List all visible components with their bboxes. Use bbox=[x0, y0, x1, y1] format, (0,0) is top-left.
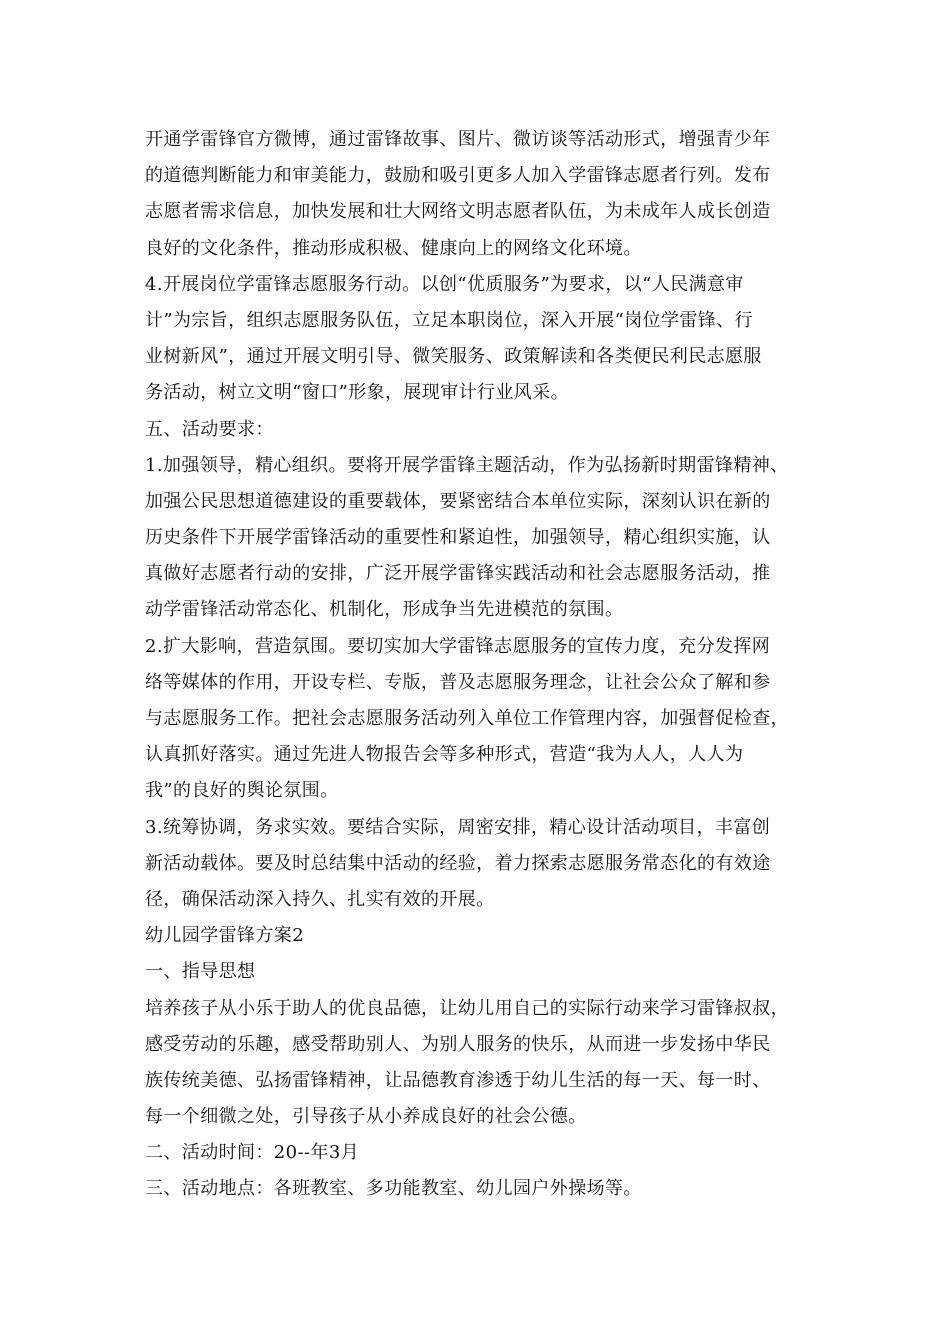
section-heading: 三、活动地点：各班教室、多功能教室、幼儿园户外操场等。 bbox=[145, 1178, 642, 1200]
text-line: 动学雷锋活动常态化、机制化，形成争当先进模范的氛围。 bbox=[145, 599, 624, 621]
text-line: 3.统筹协调，务求实效。要结合实际，周密安排，精心设计活动项目，丰富创 bbox=[145, 816, 771, 838]
text-line: 新活动载体。要及时总结集中活动的经验，着力探索志愿服务常态化的有效途 bbox=[145, 852, 771, 874]
text-line: 务活动，树立文明“窗口”形象，展现审计行业风采。 bbox=[145, 382, 570, 404]
text-line: 良好的文化条件，推动形成积极、健康向上的网络文化环境。 bbox=[145, 237, 642, 259]
document-title: 幼儿园学雷锋方案2 bbox=[145, 925, 305, 947]
section-heading: 五、活动要求： bbox=[145, 418, 274, 440]
text-line: 4.开展岗位学雷锋志愿服务行动。以创“优质服务”为要求，以“人民满意审 bbox=[145, 273, 744, 295]
text-line: 我”的良好的舆论氛围。 bbox=[145, 780, 339, 802]
text-line: 加强公民思想道德建设的重要载体，要紧密结合本单位实际，深刻认识在新的 bbox=[145, 490, 771, 512]
text-line: 历史条件下开展学雷锋活动的重要性和紧迫性，加强领导，精心组织实施，认 bbox=[145, 527, 771, 549]
document-body bbox=[145, 122, 810, 1208]
text-line: 每一个细微之处，引导孩子从小养成良好的社会公德。 bbox=[145, 1106, 587, 1128]
text-line: 真做好志愿者行动的安排，广泛开展学雷锋实践活动和社会志愿服务活动，推 bbox=[145, 563, 771, 585]
text-line: 2.扩大影响，营造氛围。要切实加大学雷锋志愿服务的宣传力度，充分发挥网 bbox=[145, 635, 771, 657]
text-line: 的道德判断能力和审美能力，鼓励和吸引更多人加入学雷锋志愿者行列。发布 bbox=[145, 165, 771, 187]
text-line: 径，确保活动深入持久、扎实有效的开展。 bbox=[145, 888, 495, 910]
text-line: 1.加强领导，精心组织。要将开展学雷锋主题活动，作为弘扬新时期雷锋精神、 bbox=[145, 454, 789, 476]
text-line: 开通学雷锋官方微博，通过雷锋故事、图片、微访谈等活动形式，增强青少年 bbox=[145, 129, 771, 150]
text-line: 计”为宗旨，组织志愿服务队伍，立足本职岗位，深入开展“岗位学雷锋、行 bbox=[145, 309, 754, 331]
text-line: 感受劳动的乐趣，感受帮助别人、为别人服务的快乐，从而进一步发扬中华民 bbox=[145, 1033, 771, 1055]
text-line: 认真抓好落实。通过先进人物报告会等多种形式，营造“我为人人，人人为 bbox=[145, 744, 744, 766]
text-line: 志愿者需求信息，加快发展和壮大网络文明志愿者队伍，为未成年人成长创造 bbox=[145, 201, 771, 223]
text-line: 络等媒体的作用，开设专栏、专版，普及志愿服务理念，让社会公众了解和参 bbox=[145, 671, 771, 693]
section-heading: 二、活动时间：20--年3月 bbox=[145, 1142, 360, 1164]
text-line: 业树新风”，通过开展文明引导、微笑服务、政策解读和各类便民利民志愿服 bbox=[145, 346, 762, 368]
text-line: 培养孩子从小乐于助人的优良品德，让幼儿用自己的实际行动来学习雷锋叔叔， bbox=[145, 997, 789, 1019]
text-line: 与志愿服务工作。把社会志愿服务活动列入单位工作管理内容，加强督促检查， bbox=[145, 708, 789, 729]
text-line: 族传统美德、弘扬雷锋精神，让品德教育渗透于幼儿生活的每一天、每一时、 bbox=[145, 1069, 771, 1091]
section-heading: 一、指导思想 bbox=[145, 961, 256, 983]
